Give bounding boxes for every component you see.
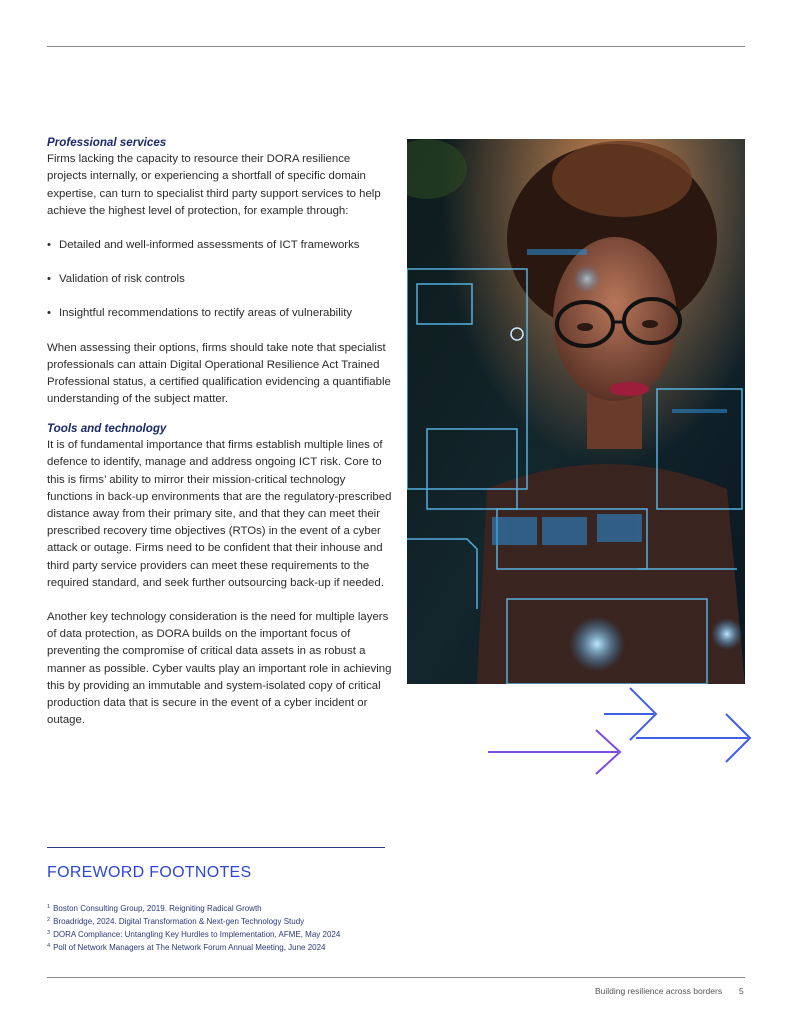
section-professional-services [47, 134, 392, 408]
paragraph: Firms lacking the capacity to resource their DORA resilience projects internally, or experiencing a shortfall of specific domain expertise, can turn to specialist third party support services to help achieve the highest level of protection, for example through: [47, 153, 381, 217]
decorative-arrows [480, 680, 770, 780]
footnote-number: 4 [47, 943, 51, 949]
arrow-right-icon [488, 730, 620, 774]
bottom-rule [47, 977, 745, 978]
arrow-right-icon [604, 688, 656, 740]
footnote-text: DORA Compliance: Untangling Key Hurdles to Implementation, AFME, May 2024 [53, 930, 341, 939]
hero-photo [407, 139, 745, 684]
bullet-item: • Validation of risk controls [47, 271, 392, 288]
section-heading: Professional services [47, 136, 167, 149]
bullet-item: • Insightful recommendations to rectify areas of vulnerability [47, 305, 392, 322]
footnote-item [47, 940, 326, 955]
paragraph: Another key technology consideration is the need for multiple layers of data protection, as DORA builds on the important focus of preventing the compromise of critical data assets in as robust a manner as possible. Cyber vaults play an important role in achieving this by providing an immutable and system-isolated copy of critical production data that is secure in the event of a cyber incident or outage. [47, 611, 392, 727]
footnote-text: Poll of Network Managers at The Network Forum Annual Meeting, June 2024 [53, 943, 326, 952]
footnote-text: Broadridge, 2024. Digital Transformation & Next-gen Technology Study [53, 917, 305, 926]
footer-title: Building resilience across borders [595, 986, 723, 996]
footnote-text: Boston Consulting Group, 2019. Reigniting Radical Growth [53, 904, 262, 913]
bullet-item: • Detailed and well-informed assessments of ICT frameworks [47, 237, 392, 254]
section-heading: Tools and technology [47, 422, 167, 435]
footnote-number: 3 [47, 930, 51, 936]
footnotes-rule [47, 847, 385, 848]
arrow-right-icon [636, 714, 750, 762]
top-rule [47, 46, 745, 47]
footnote-number: 2 [47, 917, 51, 923]
paragraph: When assessing their options, firms should take note that specialist professionals can attain Digital Operational Resilience Act Trained Professional status, a certified qualification evidencing a quantifiable understanding of the subject matter. [47, 341, 391, 406]
paragraph: It is of fundamental importance that firms establish multiple lines of defence to identify, manage and address ongoing ICT risk. Core to this is firms’ ability to mirror their mission-critical technology functions in back-up environments that are the regulatory-prescribed distance away from their primary site, and that they can meet their prescribed recovery time objectives (RTOs) in the event of a cyber attack or outage. Firms need to be confident that their inhouse and third party service providers can meet these requirements to the required standard, and seek further outsourcing back-up if needed. [47, 439, 392, 589]
page-number: 5 [739, 986, 744, 996]
footnotes-title: FOREWORD FOOTNOTES [47, 864, 252, 881]
section-tools-technology [47, 420, 392, 729]
footnote-number: 1 [47, 904, 51, 910]
